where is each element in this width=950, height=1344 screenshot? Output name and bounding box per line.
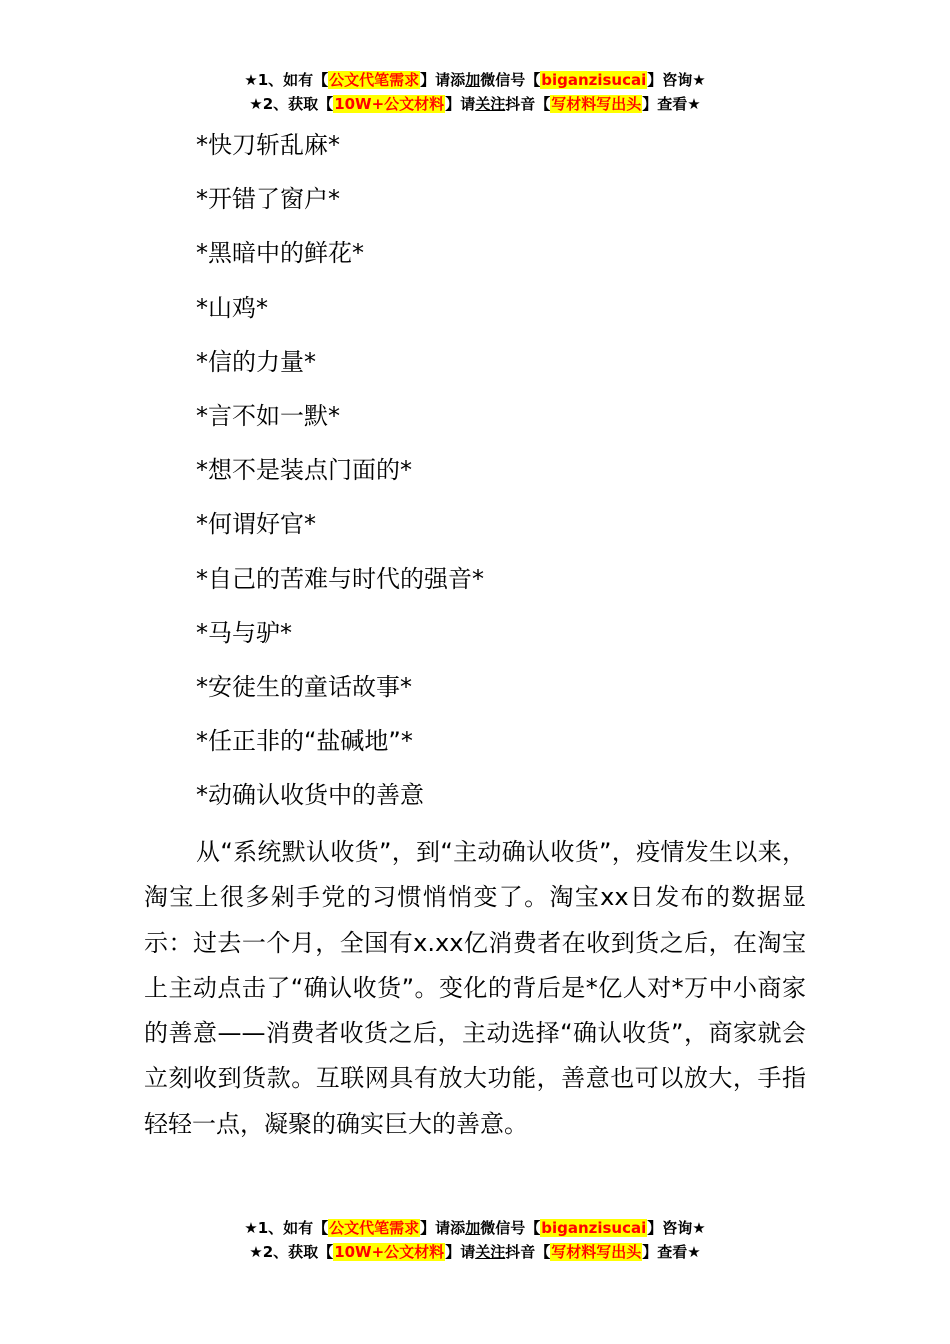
footer-line-2 xyxy=(0,1240,950,1264)
banner-text: ★1、如有【 xyxy=(244,1219,329,1237)
banner-text: 】查看★ xyxy=(642,1243,701,1261)
title-item: *信的力量* xyxy=(196,347,316,376)
title-item: *任正非的“盐碱地”* xyxy=(196,727,413,756)
banner-text: 】请添 xyxy=(420,71,466,89)
banner-underlined-text: 关注 xyxy=(475,1243,506,1261)
banner-text: 】咨询★ xyxy=(647,1219,706,1237)
footer-banner xyxy=(0,1216,950,1264)
highlight-wechat-id: biganzisucai xyxy=(541,71,647,89)
banner-text: 微信号【 xyxy=(480,71,541,89)
header-banner xyxy=(0,68,950,116)
banner-text: 微信号【 xyxy=(480,1219,541,1237)
banner-underlined-text: 关注 xyxy=(475,95,506,113)
banner-text: 抖音【 xyxy=(505,95,551,113)
banner-text: 】咨询★ xyxy=(647,71,706,89)
title-item: *安徒生的童话故事* xyxy=(196,672,412,701)
header-line-2 xyxy=(0,92,950,116)
highlight-douyin-account: 写材料写出头 xyxy=(551,1243,642,1261)
banner-text: ★2、获取【 xyxy=(249,95,334,113)
header-line-1 xyxy=(0,68,950,92)
banner-text: ★1、如有【 xyxy=(244,71,329,89)
title-item: *动确认收货中的善意 xyxy=(196,781,424,810)
highlight-materials: 10W+公文材料 xyxy=(334,1243,445,1261)
title-item: *想不是装点门面的* xyxy=(196,456,412,485)
title-item: *自己的苦难与时代的强音* xyxy=(196,564,484,593)
title-item: *言不如一默* xyxy=(196,401,340,430)
highlight-service: 公文代笔需求 xyxy=(329,1219,420,1237)
title-item: *何谓好官* xyxy=(196,510,316,539)
banner-text: 】查看★ xyxy=(642,95,701,113)
banner-underlined-text: 加 xyxy=(465,1219,481,1237)
highlight-materials: 10W+公文材料 xyxy=(334,95,445,113)
title-item: *山鸡* xyxy=(196,293,268,322)
highlight-service: 公文代笔需求 xyxy=(329,71,420,89)
banner-text: ★2、获取【 xyxy=(249,1243,334,1261)
title-item: *黑暗中的鲜花* xyxy=(196,239,364,268)
title-item: *马与驴* xyxy=(196,618,292,647)
banner-text: 】请 xyxy=(445,1243,476,1261)
title-item: *快刀斩乱麻* xyxy=(196,131,340,159)
footer-line-1 xyxy=(0,1216,950,1240)
banner-underlined-text: 加 xyxy=(465,71,481,89)
highlight-wechat-id: biganzisucai xyxy=(541,1219,647,1237)
banner-text: 】请 xyxy=(445,95,476,113)
title-list xyxy=(196,122,484,826)
banner-text: 】请添 xyxy=(420,1219,466,1237)
banner-text: 抖音【 xyxy=(505,1243,551,1261)
title-item: *开错了窗户* xyxy=(196,185,340,214)
body-paragraph: 从“系统默认收货”，到“主动确认收货”，疫情发生以来，淘宝上很多剁手党的习惯悄悄变了。淘宝xx日发布的数据显示：过去一个月，全国有x.xx亿消费者在收到货之后，在淘宝上主动点击了“确认收货”。变化的背后是*亿人对*万中小商家的善意——消费者收货之后，主动选择“确认收货”，商家就会立刻收到货款。互联网具有放大功能，善意也可以放大，手指轻轻一点，凝聚的确实巨大的善意。 xyxy=(144,838,806,1138)
highlight-douyin-account: 写材料写出头 xyxy=(551,95,642,113)
